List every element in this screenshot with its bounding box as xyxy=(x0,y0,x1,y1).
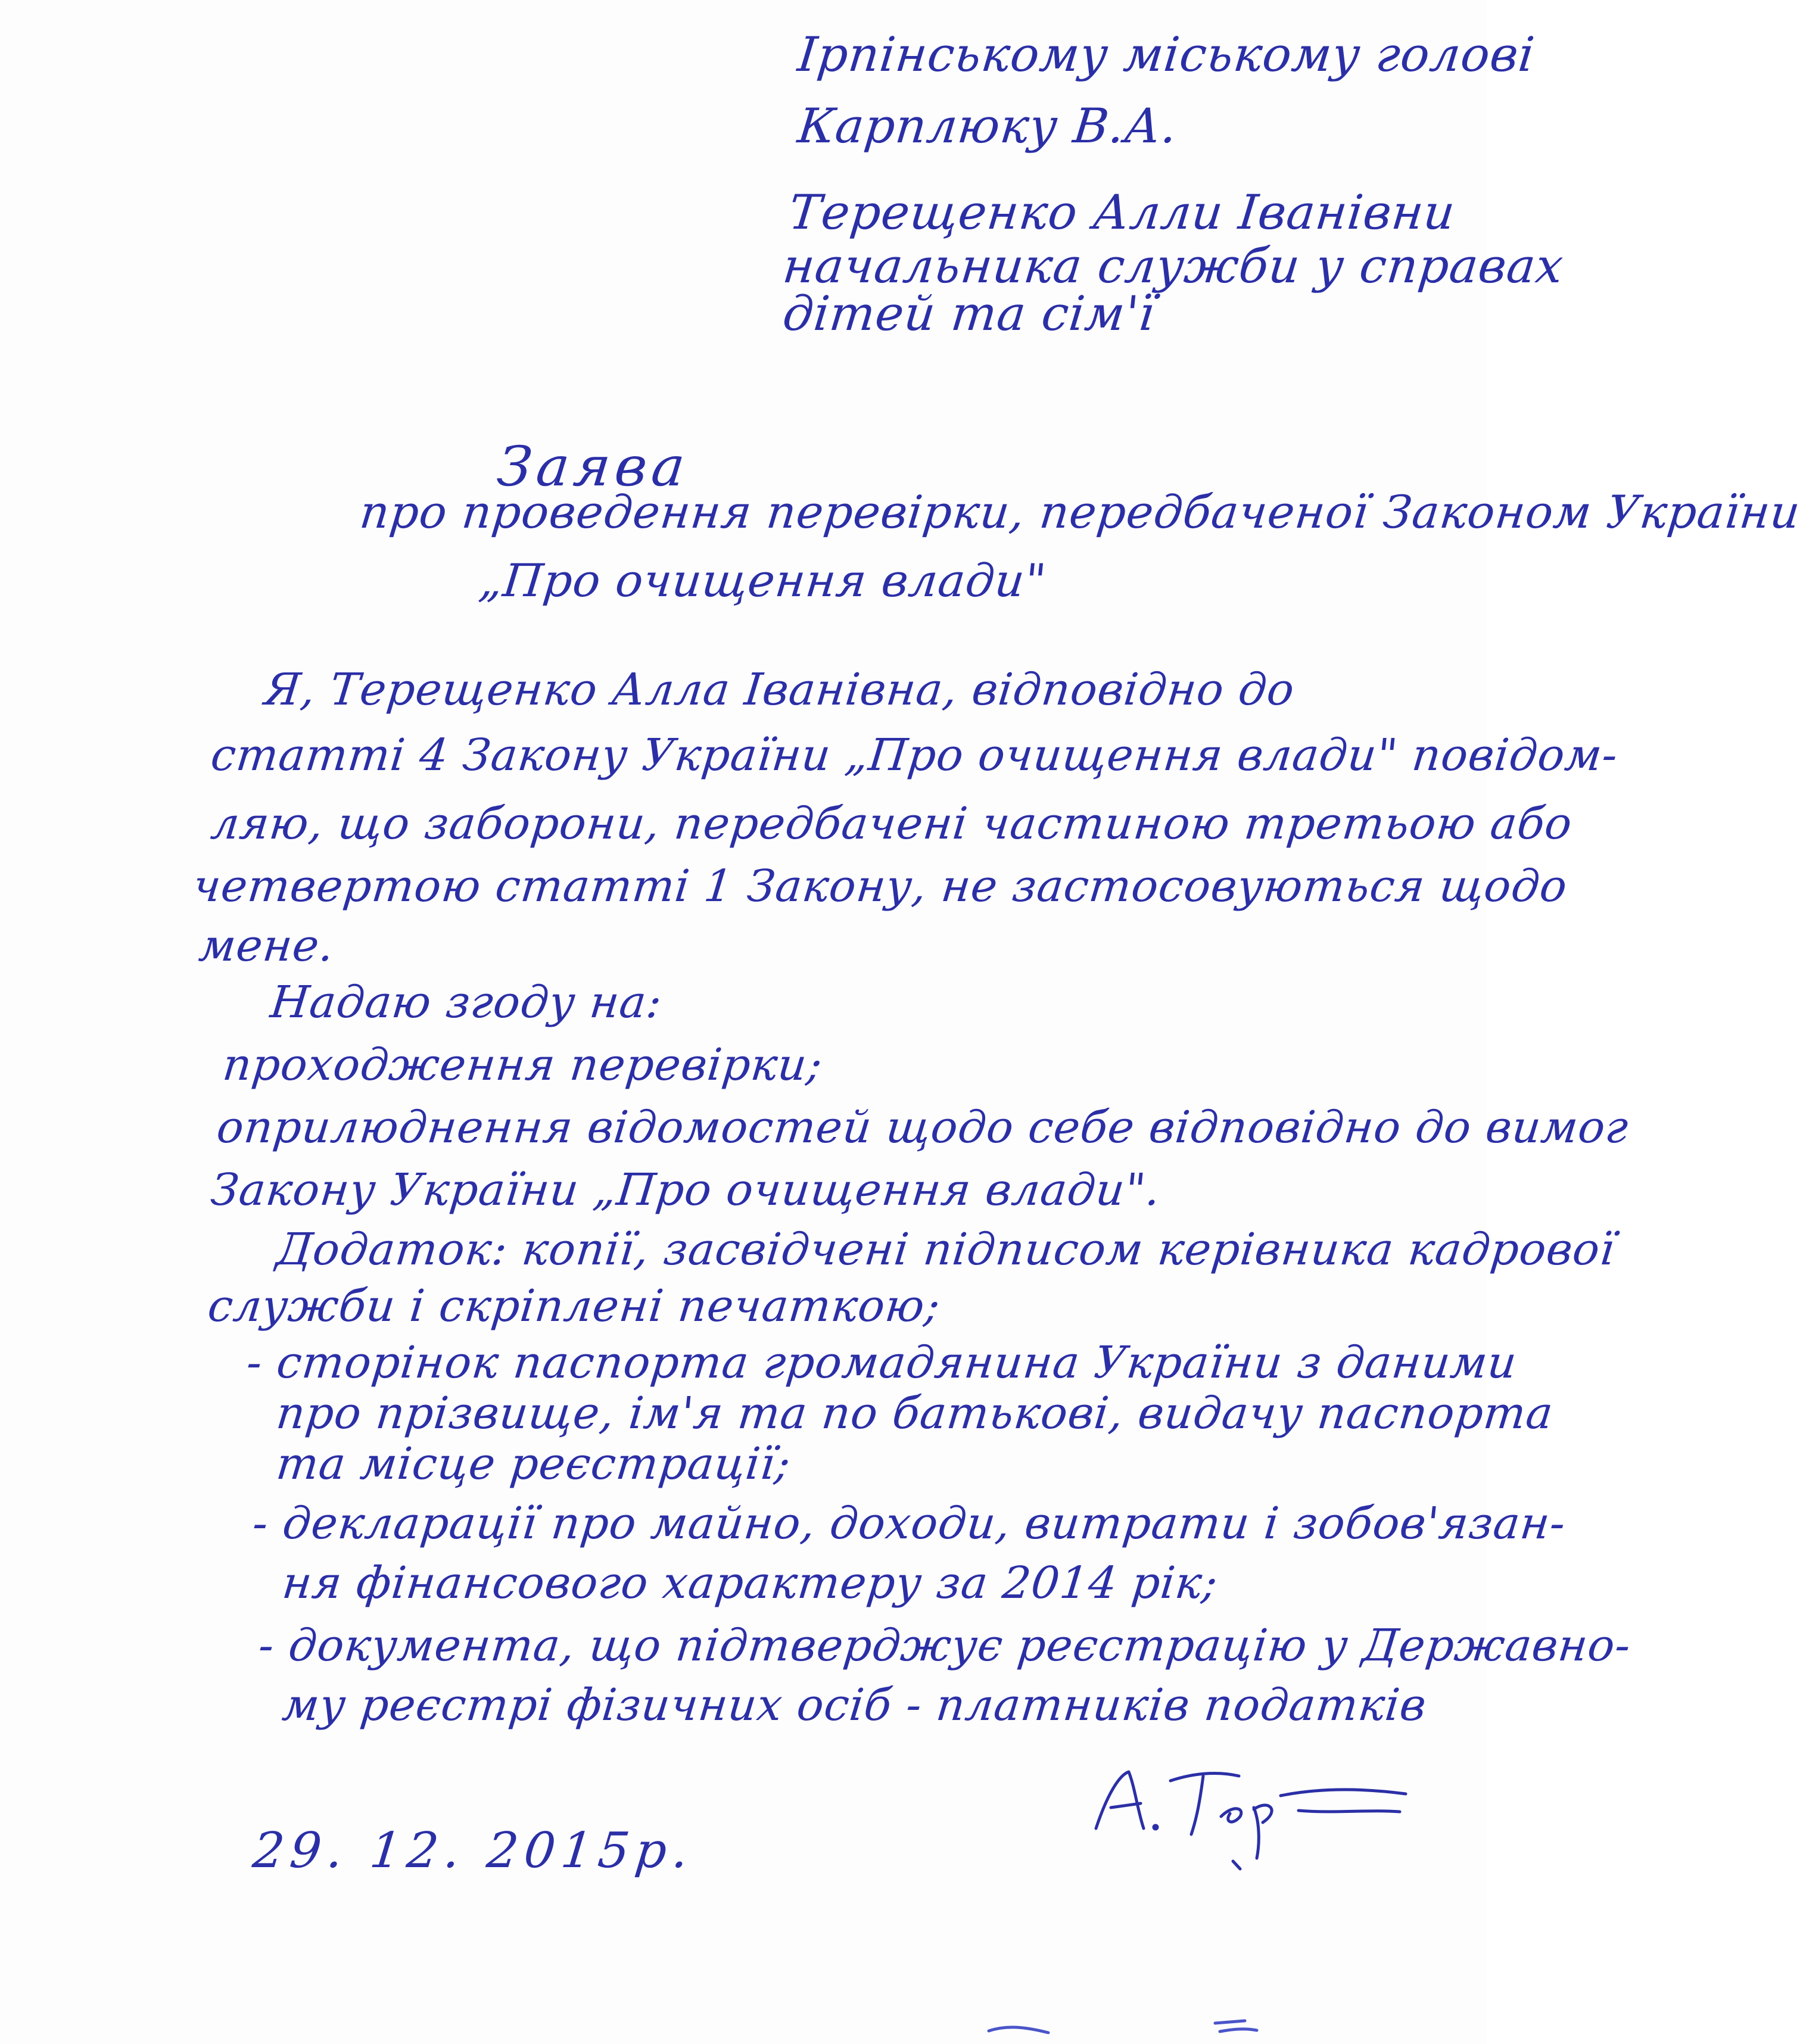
body-line: Закону України „Про очищення влади". xyxy=(208,1164,1163,1216)
body-line: ляю, що заборони, передбачені частиною третьою або xyxy=(208,798,1575,849)
body-line: проходження перевірки; xyxy=(220,1039,826,1090)
body-line: - декларації про майно, доходи, витрати і зобов'язан- xyxy=(250,1498,1568,1549)
sender-line-3: дітей та сім'ї xyxy=(780,286,1158,341)
body-line: статті 4 Закону України „Про очищення влади" повідом- xyxy=(208,730,1621,781)
body-line: про прізвище, ім'я та по батькові, видачу паспорта xyxy=(274,1388,1556,1439)
body-line: та місце реєстрації; xyxy=(274,1438,793,1490)
document-subtitle-line-1: про проведення перевірки, передбаченої Законом України xyxy=(357,485,1803,538)
body-line: - сторінок паспорта громадянина України з даними xyxy=(244,1337,1519,1388)
stray-mark-icon xyxy=(983,2016,1060,2040)
body-line: четвертою статті 1 Закону, не застосовуються щодо xyxy=(191,861,1570,912)
body-line: мене. xyxy=(197,920,337,971)
body-line: оприлюднення відомостей щодо себе відповідно до вимог xyxy=(214,1102,1631,1153)
document-title: Заява xyxy=(494,435,693,498)
body-line: ня фінансового характеру за 2014 рік; xyxy=(280,1557,1220,1609)
body-line: Я, Терещенко Алла Іванівна, відповідно до xyxy=(262,664,1297,715)
body-line: Додаток: копії, засвідчені підписом керівника кадрової xyxy=(274,1224,1618,1275)
stray-mark-icon xyxy=(1209,2016,1287,2040)
body-line: - документа, що підтверджує реєстрацію у Державно- xyxy=(256,1620,1634,1671)
addressee-line-1: Ірпінському міському голові xyxy=(795,27,1538,82)
body-line: служби і скріплені печаткою; xyxy=(205,1280,943,1332)
document-date: 29. 12. 2015р. xyxy=(250,1822,697,1879)
document-subtitle-line-2: „Про очищення влади" xyxy=(477,554,1050,607)
body-line: му реєстрі фізичних осіб - платників податків xyxy=(280,1680,1430,1731)
sender-line-2: начальника служби у справах xyxy=(780,238,1567,294)
sender-line-1: Терещенко Алли Іванівни xyxy=(786,185,1458,240)
addressee-line-2: Карплюку В.А. xyxy=(795,98,1181,154)
body-line: Надаю згоду на: xyxy=(268,977,665,1028)
signature-icon xyxy=(1084,1739,1418,1882)
